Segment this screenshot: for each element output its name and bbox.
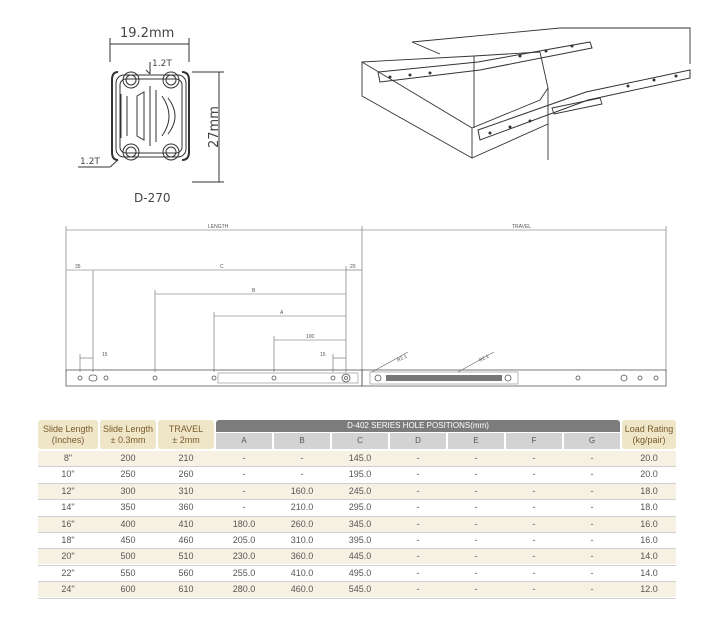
table-row	[38, 533, 676, 548]
cell-d: -	[416, 469, 420, 480]
cell-e: -	[474, 502, 478, 513]
travel-label: TRAVEL	[512, 224, 532, 230]
cell-travel: 560	[178, 567, 194, 578]
cell-a: 230.0	[232, 551, 256, 562]
cell-e: -	[474, 584, 478, 595]
cell-inch: 12"	[61, 485, 75, 496]
header-slide-length-inches: Slide Length (Inches)	[38, 420, 98, 449]
cell-a: 205.0	[232, 535, 256, 545]
cell-b: 260.0	[290, 518, 314, 529]
cell-b: 410.0	[290, 567, 314, 578]
profile-cross-section	[78, 38, 224, 182]
cell-travel: 310	[178, 485, 194, 496]
cell-e: -	[474, 567, 478, 578]
cell-g: -	[590, 502, 594, 513]
cell-e: -	[474, 469, 478, 480]
cell-load: 16.0	[640, 518, 658, 529]
cell-d: -	[416, 453, 420, 463]
header-col-d: D	[390, 433, 446, 449]
cell-a: -	[242, 469, 246, 480]
cell-c: 545.0	[348, 584, 372, 595]
cell-f: -	[532, 453, 536, 463]
dim-35-label: 35	[75, 264, 81, 270]
cell-b: 310.0	[290, 535, 314, 545]
cell-d: -	[416, 535, 420, 545]
cell-g: -	[590, 453, 594, 463]
table-row	[38, 451, 676, 466]
profile-width-label: 19.2mm	[120, 26, 175, 41]
cell-f: -	[532, 567, 536, 578]
cell-g: -	[590, 567, 594, 578]
cell-travel: 610	[178, 584, 194, 595]
cell-inch: 18"	[61, 535, 75, 545]
cell-d: -	[416, 584, 420, 595]
cell-load: 16.0	[640, 535, 658, 545]
dimension-drawing	[66, 226, 666, 386]
cell-c: 245.0	[348, 485, 372, 496]
cell-travel: 260	[178, 469, 194, 480]
ball-cage	[386, 375, 502, 381]
header-col-f: F	[506, 433, 562, 449]
cell-inch: 16"	[61, 518, 75, 529]
drawer-illustration	[362, 28, 690, 160]
header-col-a: A	[216, 433, 272, 449]
row-divider	[38, 598, 676, 599]
cell-f: -	[532, 584, 536, 595]
cell-c: 345.0	[348, 518, 372, 529]
cell-inch: 8"	[63, 453, 73, 463]
cell-c: 445.0	[348, 551, 372, 562]
table-row	[38, 484, 676, 499]
profile-height-label: 27mm	[207, 106, 222, 148]
cell-mm: 500	[120, 551, 136, 562]
slide-holes	[78, 374, 658, 382]
cell-travel: 510	[178, 551, 194, 562]
cell-b: -	[300, 469, 304, 480]
cell-a: 280.0	[232, 584, 256, 595]
cell-f: -	[532, 518, 536, 529]
thickness-top-label: 1.2T	[152, 59, 172, 69]
cell-mm: 400	[120, 518, 136, 529]
cell-d: -	[416, 518, 420, 529]
cell-d: -	[416, 485, 420, 496]
cell-travel: 410	[178, 518, 194, 529]
dim-20-label: 20	[350, 264, 356, 270]
cell-b: -	[300, 453, 304, 463]
cell-e: -	[474, 551, 478, 562]
cell-mm: 550	[120, 567, 136, 578]
cell-load: 18.0	[640, 502, 658, 513]
cell-travel: 360	[178, 502, 194, 513]
cell-inch: 22"	[61, 567, 75, 578]
cell-f: -	[532, 551, 536, 562]
cell-travel: 210	[178, 453, 194, 463]
cell-f: -	[532, 535, 536, 545]
table-row	[38, 549, 676, 564]
model-label: D-270	[134, 191, 171, 205]
cell-g: -	[590, 551, 594, 562]
cell-f: -	[532, 469, 536, 480]
cell-e: -	[474, 535, 478, 545]
cell-d: -	[416, 551, 420, 562]
cell-load: 14.0	[640, 567, 658, 578]
cell-c: 295.0	[348, 502, 372, 513]
cell-mm: 350	[120, 502, 136, 513]
length-label: LENGTH	[208, 224, 229, 230]
cell-g: -	[590, 469, 594, 480]
cell-c: 195.0	[348, 469, 372, 480]
dim-a-label: A	[280, 310, 284, 316]
cell-g: -	[590, 485, 594, 496]
cell-e: -	[474, 518, 478, 529]
cell-b: 160.0	[290, 485, 314, 496]
cell-load: 18.0	[640, 485, 658, 496]
cell-c: 145.0	[348, 453, 372, 463]
cell-load: 20.0	[640, 469, 658, 480]
cell-f: -	[532, 485, 536, 496]
table-row	[38, 500, 676, 515]
slot-dim-1-label: R2.1	[396, 353, 409, 364]
dim-15-left-label: 15	[102, 352, 108, 358]
header-col-g: G	[564, 433, 620, 449]
cell-a: 255.0	[232, 567, 256, 578]
cell-mm: 600	[120, 584, 136, 595]
header-col-b: B	[274, 433, 330, 449]
cell-g: -	[590, 535, 594, 545]
cell-load: 12.0	[640, 584, 658, 595]
thickness-bottom-label: 1.2T	[80, 157, 100, 167]
cell-c: 495.0	[348, 567, 372, 578]
cell-b: 360.0	[290, 551, 314, 562]
header-travel: TRAVEL ± 2mm	[158, 420, 214, 449]
cell-b: 460.0	[290, 584, 314, 595]
cell-b: 210.0	[290, 502, 314, 513]
header-slide-length-mm: Slide Length ± 0.3mm	[100, 420, 156, 449]
header-load-rating: Load Rating (kg/pair)	[622, 420, 676, 449]
cell-d: -	[416, 502, 420, 513]
header-hole-positions: D-402 SERIES HOLE POSITIONS(mm)	[216, 420, 620, 432]
cell-load: 20.0	[640, 453, 658, 463]
cell-travel: 460	[178, 535, 194, 545]
cell-inch: 14"	[61, 502, 75, 513]
slot-dim-2-label: R2.1	[478, 353, 491, 364]
dim-b-label: B	[252, 288, 256, 294]
cell-mm: 300	[120, 485, 136, 496]
cell-a: -	[242, 502, 246, 513]
table-row	[38, 517, 676, 532]
cell-a: -	[242, 453, 246, 463]
header-col-e: E	[448, 433, 504, 449]
table-row	[38, 566, 676, 581]
cell-load: 14.0	[640, 551, 658, 562]
dim-15-right-label: 15	[320, 352, 326, 358]
cell-c: 395.0	[348, 535, 372, 545]
cell-e: -	[474, 485, 478, 496]
cell-inch: 10"	[61, 469, 75, 480]
cell-f: -	[532, 502, 536, 513]
cell-d: -	[416, 567, 420, 578]
cell-inch: 20"	[61, 551, 75, 562]
cell-inch: 24"	[61, 584, 75, 595]
cell-a: -	[242, 485, 246, 496]
cell-e: -	[474, 453, 478, 463]
cell-mm: 200	[120, 453, 136, 463]
dim-c-label: C	[220, 264, 224, 270]
header-col-c: C	[332, 433, 388, 449]
table-row	[38, 467, 676, 482]
cell-mm: 250	[120, 469, 136, 480]
dim-100-label: 100	[306, 334, 315, 340]
cell-mm: 450	[120, 535, 136, 545]
cell-g: -	[590, 518, 594, 529]
cell-g: -	[590, 584, 594, 595]
cell-a: 180.0	[232, 518, 256, 529]
table-row	[38, 582, 676, 597]
